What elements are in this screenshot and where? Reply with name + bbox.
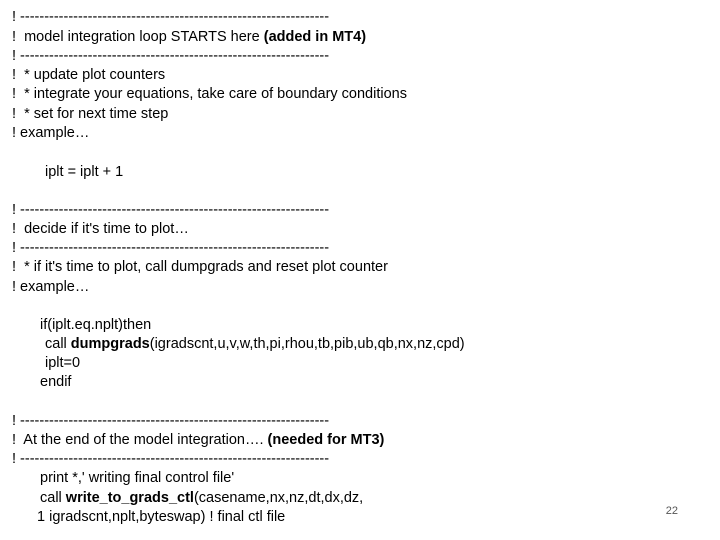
code-line: print *,' writing final control file' (40, 470, 235, 486)
section-title (12, 431, 384, 449)
comment-line: ! * integrate your equations, take care of boundary conditions (12, 86, 407, 102)
separator-line: ! ---------------------------------------------------------------- (12, 202, 330, 218)
code-line: iplt=0 (45, 355, 81, 371)
example-label: ! example… (12, 279, 90, 295)
code-line: endif (40, 374, 72, 390)
title-note: (added in MT4) (263, 29, 367, 45)
code-line: 1 igradscnt,nplt,byteswap) ! final ctl file (37, 509, 286, 525)
code-text: call (40, 490, 66, 506)
title-note: (needed for MT3) (267, 432, 385, 448)
routine-name: dumpgrads (70, 336, 150, 352)
title-text: ! model integration loop STARTS here (12, 29, 264, 45)
code-line: iplt = iplt + 1 (45, 164, 124, 180)
title-text: ! At the end of the model integration…. (12, 432, 268, 448)
comment-line: ! * set for next time step (12, 106, 169, 122)
separator-line: ! ---------------------------------------------------------------- (12, 9, 330, 25)
comment-line: ! * update plot counters (12, 67, 166, 83)
separator-line: ! ---------------------------------------------------------------- (12, 48, 330, 64)
separator-line: ! ---------------------------------------------------------------- (12, 413, 330, 429)
routine-name: write_to_grads_ctl (65, 490, 194, 506)
code-line (40, 489, 363, 507)
code-text: (casename,nx,nz,dt,dx,dz, (193, 490, 364, 506)
section-title: ! decide if it's time to plot… (12, 221, 189, 237)
comment-line: ! * if it's time to plot, call dumpgrads and reset plot counter (12, 259, 388, 275)
section-title (12, 28, 366, 46)
separator-line: ! ---------------------------------------------------------------- (12, 240, 330, 256)
page-number: 22 (665, 505, 678, 517)
code-text: (igradscnt,u,v,w,th,pi,rhou,tb,pib,ub,qb,nx,nz,cpd) (149, 336, 465, 352)
code-line (45, 335, 465, 353)
code-line: if(iplt.eq.nplt)then (40, 317, 152, 333)
code-text: call (45, 336, 71, 352)
separator-line: ! ---------------------------------------------------------------- (12, 451, 330, 467)
example-label: ! example… (12, 125, 90, 141)
